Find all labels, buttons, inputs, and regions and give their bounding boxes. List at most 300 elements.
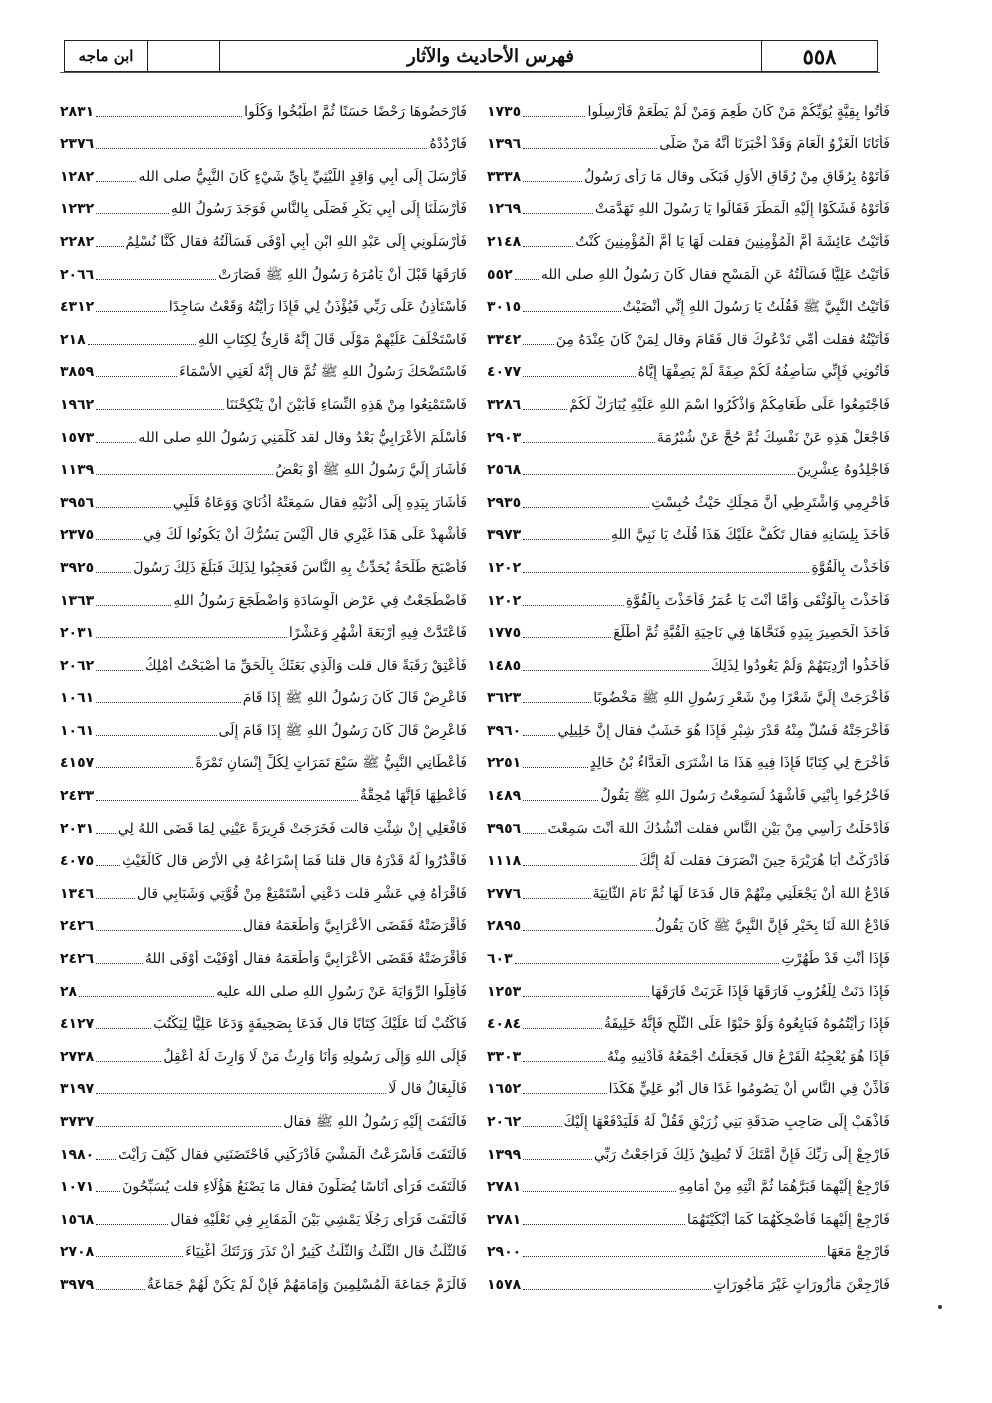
leader-dots: [96, 148, 427, 149]
hadith-text: فَأَتَانَا الْغَزْوُ الْعَامَ وَقَدْ أَخْبَرَنَا أَنَّهُ مَنْ صَلَّى: [659, 136, 890, 153]
right-column: [475, 88, 890, 1388]
leader-dots: [96, 474, 273, 475]
hadith-number: ٢٩٣٥: [487, 494, 522, 511]
index-entry: [487, 121, 890, 154]
index-entry: [60, 1001, 467, 1034]
hadith-number: ١٣٤٦: [60, 885, 95, 902]
hadith-text: فَأَصْبَحَ طَلْحَةُ يُحَدِّثُ بِهِ النَّاسَ فَعَجِبُوا لِذَلِكَ فَبَلَغَ ذَلِكَ رَسُولَ: [133, 559, 467, 576]
hadith-text: فَأَرْسَلْنَا إِلَى أَبِي بَكْرٍ فَصَلَّى بِالنَّاسِ فَوَجَدَ رَسُولُ اللهِ: [170, 201, 467, 218]
hadith-number: ٢٧٨١: [487, 1179, 522, 1196]
leader-dots: [96, 213, 169, 214]
hadith-number: ٣٩٦٠: [487, 722, 522, 739]
index-entry: [487, 805, 890, 838]
index-entry: [487, 1033, 890, 1066]
index-entry: [60, 1164, 467, 1197]
index-entry: [60, 186, 467, 219]
leader-dots: [523, 181, 582, 182]
leader-dots: [96, 735, 216, 736]
leader-dots: [96, 1289, 145, 1290]
hadith-number: ٢٣٧٦: [60, 136, 95, 153]
leader-dots: [523, 148, 657, 149]
hadith-number: ٢٠٦٢: [487, 1114, 522, 1130]
leader-dots: [523, 670, 709, 671]
hadith-text: فَأَخْرَجَتْ إِلَيَّ شَعْرًا مِنْ شَعْرِ رَسُولِ اللهِ ﷺ مَخْضُوبًا: [593, 690, 890, 707]
index-title: فهرس الأحاديث والآثار: [219, 41, 761, 71]
header-rule: [60, 72, 880, 76]
leader-dots: [96, 246, 123, 247]
hadith-text: فَأَخْرَجَتْهُ فَسُلَّ مِنْهُ قَدْرَ شِبْرٍ فَإِذَا هُوَ خَشَبٌ فقال إِنَّ خَلِيلِي: [557, 722, 890, 739]
hadith-text: فَارَقَهَا قَبْلَ أَنْ يَأْمُرَهُ رَسُولُ اللهِ ﷺ فَصَارَتْ: [218, 266, 467, 283]
hadith-text: فَالْزَمْ جَمَاعَةَ الْمُسْلِمِينَ وَإِمَامَهُمْ فَإِنْ لَمْ يَكُنْ لَهُمْ جَمَاعَةٌ: [146, 1276, 467, 1293]
leader-dots: [88, 344, 196, 345]
leader-dots: [523, 344, 554, 345]
leader-dots: [523, 409, 567, 410]
hadith-number: ١٠٧١: [60, 1179, 95, 1196]
index-entry: [487, 414, 890, 447]
leader-dots: [523, 213, 593, 214]
hadith-number: ٣٩٧٩: [60, 1276, 95, 1293]
index-entry: [487, 740, 890, 773]
hadith-number: ٢٧٨١: [487, 1211, 522, 1228]
leader-dots: [96, 605, 171, 606]
hadith-text: فَأَدْخَلْتُ رَأْسِي مِنْ بَيْنِ النَّاسِ فقلت أَنْشُدُكَ اللهَ أَنْتَ سَمِعْتَ: [547, 820, 890, 837]
hadith-number: ٢٥٦٨: [487, 462, 522, 479]
hadith-text: فَأَقْرَضَتْهُ فَقَضَى الأَعْرَابِيَّ وَأَطْعَمَهُ فقال أَوْفَيْتَ أَوْفَى اللهُ: [144, 951, 467, 968]
hadith-number: ٢٧٣٨: [60, 1048, 95, 1065]
index-entry: [60, 414, 467, 447]
hadith-text: فَأَعْطَانِي النَّبِيُّ ﷺ سَبْعَ تَمَرَاتٍ لِكُلِّ إِنْسَانٍ تَمْرَةً: [195, 755, 467, 772]
hadith-number: ١٤٨٥: [487, 657, 522, 674]
hadith-number: ١٢٠٢: [487, 559, 522, 576]
index-entry: [60, 707, 467, 740]
index-entry: [60, 903, 467, 936]
hadith-text: فَأَدْرَكْتُ أَبَا هُرَيْرَةَ حِينَ انْصَرَفَ فقلت لَهُ إِنَّكَ: [639, 853, 890, 870]
index-entry: [487, 1164, 890, 1197]
index-entry: [60, 1131, 467, 1164]
hadith-number: ٢٧٠٨: [60, 1244, 95, 1261]
leader-dots: [523, 1159, 592, 1160]
hadith-text: فَاسْتَخْلَفَ عَلَيْهِمْ مَوْلًى قَالَ إِنَّهُ قَارِئٌ لِكِتَابِ اللهِ: [198, 331, 467, 348]
hadith-text: فَإِذَا أَنْتِ قَدْ طَهُرْتِ: [781, 951, 890, 968]
leader-dots: [523, 507, 649, 508]
hadith-text: فَاعْرِضْ قَالَ كَانَ رَسُولُ اللهِ ﷺ إِذَا قَامَ إِلَى: [218, 722, 467, 739]
leader-dots: [523, 442, 655, 443]
margin-dot: [938, 1305, 942, 1309]
hadith-number: ٤٠٧٧: [487, 364, 522, 381]
hadith-number: ٢٨: [60, 983, 78, 1000]
index-entry: [487, 88, 890, 121]
index-entry: [60, 1098, 467, 1131]
leader-dots: [96, 181, 136, 182]
leader-dots: [96, 833, 116, 834]
hadith-text: فَالْتَفَتَ فَأَسْرَعْتُ الْمَشْيَ فَأَدْرَكَنِي فَاحْتَضَنَنِي فقال كَيْفَ رَأَيْتَ: [118, 1146, 467, 1163]
hadith-number: ١٥٧٨: [487, 1276, 522, 1293]
index-entry: [487, 284, 890, 317]
index-entry: [487, 707, 890, 740]
leader-dots: [523, 1224, 685, 1225]
index-entry: [60, 88, 467, 121]
hadith-number: ٣٣٠٣: [487, 1048, 522, 1065]
index-entry: [487, 251, 890, 284]
hadith-number: ٣٩٧٣: [487, 527, 522, 544]
hadith-text: فَأَسْتَأْذِنُ عَلَى رَبِّي فَيُؤْذَنُ لِي فَإِذَا رَأَيْتُهُ وَقَعْتُ سَاجِدًا: [168, 299, 467, 316]
leader-dots: [523, 1093, 606, 1094]
index-entry: [60, 316, 467, 349]
hadith-text: فَأَخَذْتَ بِالْقُوَّةِ: [811, 559, 890, 576]
index-entry: [487, 186, 890, 219]
hadith-text: فَأَشَارَ بِيَدِهِ إِلَى أُذُنَيْهِ فقال سَمِعَتْهُ أُذُنَايَ وَوَعَاهُ قَلْبِي: [172, 494, 467, 511]
leader-dots: [523, 1028, 602, 1029]
index-entry: [487, 642, 890, 675]
hadith-text: فَأَسْلَمَ الأَعْرَابِيُّ بَعْدُ وقال لقد كَلَّمَنِي رَسُولُ اللهِ صلى الله: [138, 429, 467, 446]
hadith-text: فَاضْطَجَعْتُ فِي عَرْضِ الْوِسَادَةِ وَاضْطَجَعَ رَسُولُ اللهِ: [173, 592, 467, 609]
hadith-text: فَادْعُ اللهَ لَنَا بِخَيْرٍ فَإِنَّ النَّبِيَّ ﷺ كَانَ يَقُولُ: [654, 918, 890, 935]
hadith-number: ١٩٦٢: [60, 396, 95, 413]
hadith-text: فَاقْدُرُوا لَهُ قَدْرَهُ قال قلنا فَمَا إِسْرَاعُهُ فِي الأَرْضِ قال كَالْغَيْثِ: [122, 853, 467, 870]
leader-dots: [515, 963, 780, 964]
book-name: ابن ماجه: [78, 47, 134, 65]
hadith-number: ٤١٢٧: [60, 1016, 95, 1033]
hadith-text: فَاسْتَضْحَكَ رَسُولُ اللهِ ﷺ ثُمَّ قال إِنَّهُ لَعَنِي الأَسْمَاءَ: [179, 364, 467, 381]
hadith-number: ١٢٦٩: [487, 201, 522, 218]
hadith-text: فَأَخَذْتَ بِالْوُثْقَى وَأَمَّا أَنْتَ يَا عُمَرُ فَأَخَذْتَ بِالْقُوَّةِ: [625, 592, 890, 609]
hadith-number: ٢٨٩٥: [487, 918, 522, 935]
hadith-number: ٤٣١٢: [60, 299, 95, 316]
hadith-text: فَارْدُدْهُ: [429, 136, 467, 153]
hadith-text: فَأَتَيْتُ النَّبِيَّ ﷺ فَقُلْتُ يَا رَسُولَ اللهِ إِنِّي أَنْضَيْتُ: [622, 299, 890, 316]
hadith-text: فَادْعُ اللهَ أَنْ يَجْعَلَنِي مِنْهُمْ قال فَدَعَا لَهَا ثُمَّ نَامَ الثَّانِيَةَ: [592, 885, 890, 902]
index-entry: [487, 349, 890, 382]
index-entry: [60, 479, 467, 512]
hadith-number: ٢٢٥١: [487, 755, 522, 772]
leader-dots: [523, 116, 585, 117]
index-entry: [487, 1229, 890, 1262]
hadith-number: ٣٢٨٦: [487, 396, 522, 413]
index-entry: [487, 903, 890, 936]
index-entry: [487, 968, 890, 1001]
hadith-number: ٣٩٢٥: [60, 559, 95, 576]
leader-dots: [96, 1191, 120, 1192]
hadith-text: فَارْجِعْ مَعَهَا: [826, 1244, 890, 1261]
hadith-text: فَأْتُوا بِقِيَّةٍ يُوَيِّكُمْ مَنْ كَانَ طَعِمَ وَمَنْ لَمْ يَطْعَمْ فَأَرْسِلُوا: [587, 103, 890, 120]
leader-dots: [523, 572, 809, 573]
index-entry: [487, 316, 890, 349]
index-entry: [60, 121, 467, 154]
hadith-number: ٣٣٣٨: [487, 168, 522, 185]
hadith-text: فَارْجِعْ إِلَيْهِمَا فَأَضْحِكْهُمَا كَمَا أَبْكَيْتَهُمَا: [686, 1211, 890, 1228]
leader-dots: [96, 507, 171, 508]
index-entry: [60, 381, 467, 414]
leader-dots: [96, 376, 177, 377]
hadith-number: ١٦٥٢: [487, 1081, 522, 1098]
hadith-text: فَإِذَا رَأَيْتُمُوهُ فَبَايِعُوهُ وَلَوْ حَبْوًا عَلَى الثَّلْجِ فَإِنَّهُ خَلِيفَةُ: [604, 1016, 890, 1033]
leader-dots: [96, 637, 287, 638]
hadith-number: ١٣٩٦: [487, 136, 522, 153]
hadith-text: فَاكْتُبْ لَنَا عَلَيْكَ كِتَابًا قال فَدَعَا بِصَحِيفَةٍ وَدَعَا عَلِيًّا لِيَكْتُبَ: [153, 1016, 467, 1033]
index-entry: [487, 772, 890, 805]
hadith-number: ٥٥٢: [487, 266, 513, 283]
hadith-number: ٣٧٣٧: [60, 1114, 95, 1130]
leader-dots: [96, 670, 143, 671]
leader-dots: [96, 311, 167, 312]
index-entry: [487, 1098, 890, 1131]
hadith-number: ١٩٨٠: [60, 1146, 95, 1163]
leader-dots: [523, 246, 573, 247]
index-entry: [487, 577, 890, 610]
hadith-text: فَأْتُونِي فَإِنِّي سَأَصِفُهُ لَكُمْ صِفَةً لَمْ يَصِفْهَا إِيَّاهُ: [637, 364, 890, 381]
hadith-number: ١٣٩٩: [487, 1146, 522, 1163]
index-entry: [487, 512, 890, 545]
hadith-text: فَاجْلِدُوهُ عِشْرِينَ: [796, 462, 890, 479]
leader-dots: [79, 996, 214, 997]
hadith-text: فَأَرْسَلُونِي إِلَى عَبْدِ اللهِ ابْنِ أَبِي أَوْفَى فَسَأَلْتُهُ فقال كُنَّا نُسْلِمُ: [125, 233, 467, 250]
hadith-number: ١٣٦٣: [60, 592, 95, 609]
hadith-text: فَأَرْسَلَ إِلَى أَبِي وَاقِدٍ اللَّيْثِيِّ بِأَيِّ شَيْءٍ كَانَ النَّبِيُّ صلى الله: [138, 168, 467, 185]
hadith-number: ١١٣٩: [60, 462, 95, 479]
hadith-text: فَارْحَضُوهَا رَحْضًا حَسَنًا ثُمَّ اطْبُخُوا وَكُلُوا: [244, 103, 467, 120]
hadith-number: ٤١٥٧: [60, 755, 95, 772]
leader-dots: [96, 1126, 281, 1127]
index-entry: [60, 870, 467, 903]
index-columns: [60, 88, 890, 1388]
index-entry: [60, 512, 467, 545]
hadith-text: فَاسْتَمْتِعُوا مِنْ هَذِهِ النِّسَاءِ فَأَبَيْنَ أَنْ يَنْكِحْنَنَا: [225, 396, 467, 413]
hadith-number: ٦٠٣: [487, 951, 513, 968]
hadith-text: فَاخْرُجُوا بِأَبْنِي فَأَشْهَدُ لَسَمِعْتُ رَسُولَ اللهِ ﷺ يَقُولُ: [600, 788, 890, 805]
leader-dots: [523, 376, 635, 377]
hadith-number: ٢٤٣٣: [60, 788, 95, 805]
leader-dots: [96, 442, 136, 443]
leader-dots: [523, 930, 653, 931]
hadith-number: ٢١٨: [60, 331, 86, 348]
index-entry: [487, 544, 890, 577]
leader-dots: [523, 605, 624, 606]
hadith-number: ٢٠٣١: [60, 820, 95, 837]
hadith-text: فَالْتَفَتَ فَرَأَى أُنَاسًا يُصَلُّونَ فقال مَا يَصْنَعُ هَؤُلَاءِ قلت يُسَبِّحُونَ: [122, 1179, 467, 1196]
hadith-text: فَأَخَذَ الْحَصِيرَ بِيَدِهِ فَنَحَّاهَا فِي نَاحِيَةِ الْقُبَّةِ ثُمَّ أَطْلَعَ: [613, 625, 890, 642]
index-entry: [60, 740, 467, 773]
hadith-text: فَاجْتَمِعُوا عَلَى طَعَامِكُمْ وَاذْكُرُوا اسْمَ اللهِ عَلَيْهِ يُبَارَكْ لَكُمْ: [569, 396, 890, 413]
leader-dots: [96, 539, 141, 540]
leader-dots: [523, 735, 555, 736]
hadith-number: ٣٦٢٣: [487, 690, 522, 707]
page-header: [64, 40, 878, 72]
hadith-number: ١٢٥٣: [487, 983, 522, 1000]
index-entry: [60, 1196, 467, 1229]
leader-dots: [523, 1126, 561, 1127]
leader-dots: [96, 767, 193, 768]
index-entry: [60, 968, 467, 1001]
hadith-number: ١٧٧٥: [487, 625, 522, 642]
leader-dots: [96, 800, 358, 801]
header-empty-cell: [147, 41, 219, 71]
index-entry: [487, 610, 890, 643]
hadith-text: فَأَقْرَضَتْهُ فَقَضَى الأَعْرَابِيَّ وَأَطْعَمَهُ فقال: [242, 918, 467, 935]
hadith-text: فَإِلَى اللهِ وَإِلَى رَسُولِهِ وَأَنَا وَارِثُ مَنْ لَا وَارِثَ لَهُ أَعْقِلُ: [163, 1048, 467, 1065]
hadith-number: ١٥٧٣: [60, 429, 95, 446]
hadith-text: فَأَخَذُوا أَرْدِيَتَهُمْ وَلَمْ يَعُودُوا لِذَلِكَ: [711, 657, 890, 674]
index-entry: [60, 1229, 467, 1262]
hadith-text: فَأَتَيْتُ عَلِيًّا فَسَأَلْتُهُ عَنِ الْمَسْحِ فقال كَانَ رَسُولُ اللهِ صلى الله: [540, 266, 890, 283]
index-entry: [60, 1066, 467, 1099]
index-entry: [60, 805, 467, 838]
index-entry: [487, 1131, 890, 1164]
hadith-number: ٢٤٢٦: [60, 951, 95, 968]
hadith-text: فَأَقِلُّوا الرِّوَايَةَ عَنْ رَسُولِ اللهِ صلى الله عليه: [216, 983, 467, 1000]
leader-dots: [523, 767, 587, 768]
hadith-number: ١٤٨٩: [487, 788, 522, 805]
leader-dots: [96, 409, 224, 410]
hadith-text: فَاقْرَأْهُ فِي عَشْرٍ قلت دَعْنِي أَسْتَمْتِعْ مِنْ قُوَّتِي وَشَبَابِي قال: [136, 885, 467, 902]
hadith-number: ٣٠١٥: [487, 299, 522, 316]
index-entry: [60, 610, 467, 643]
hadith-number: ٣٨٥٩: [60, 364, 95, 381]
hadith-number: ٢٣٧٥: [60, 527, 95, 544]
leader-dots: [96, 1028, 151, 1029]
index-entry: [60, 544, 467, 577]
index-entry: [487, 1261, 890, 1294]
hadith-text: فَارْجِعْنَ مَأْزُورَاتٍ غَيْرَ مَأْجُورَاتٍ: [712, 1276, 890, 1293]
leader-dots: [96, 116, 242, 117]
hadith-text: فَأَتَوْهُ بِرُقَاقٍ مِنْ رُقَاقِ الأُوَلِ فَبَكَى وقال مَا رَأَى رَسُولُ: [584, 168, 890, 185]
hadith-text: فَافْعَلِي إِنْ شِئْتِ قالت فَخَرَجَتْ قَرِيرَةً عَيْنِي لِمَا قَضَى اللهُ لِي: [117, 820, 467, 837]
hadith-text: فَاعْرِضْ قَالَ كَانَ رَسُولُ اللهِ ﷺ إِذَا قَامَ: [242, 690, 467, 707]
hadith-number: ٢٨٣١: [60, 103, 95, 120]
leader-dots: [523, 865, 637, 866]
leader-dots: [96, 1256, 183, 1257]
hadith-text: فَإِذَا دَنَتْ لِلْغُرُوبِ فَارَقَهَا فَإِذَا غَرَبَتْ فَارَقَهَا: [650, 983, 890, 1000]
hadith-text: فَأَعْطِهَا فَإِنَّهَا مُحِقَّةٌ: [359, 788, 467, 805]
index-entry: [487, 870, 890, 903]
hadith-text: فَأَتَيْتُ عَائِشَةَ أُمَّ الْمُؤْمِنِينَ فقلت لَهَا يَا أُمَّ الْمُؤْمِنِينَ كُنْتُ: [575, 233, 890, 250]
leader-dots: [96, 702, 241, 703]
hadith-number: ١٠٦١: [60, 722, 95, 739]
hadith-number: ٣٩٥٦: [60, 494, 95, 511]
hadith-text: فَاذْهَبْ إِلَى صَاحِبِ صَدَقَةِ بَنِي زُرَيْقٍ فَقُلْ لَهُ فَلْيَدْفَعْهَا إِلَيْكَ: [563, 1114, 890, 1130]
index-entry: [60, 577, 467, 610]
index-entry: [487, 675, 890, 708]
hadith-text: فَاعْتَدَّتْ فِيهِ أَرْبَعَةَ أَشْهُرٍ وَعَشْرًا: [288, 625, 467, 642]
hadith-number: ١٠٦١: [60, 690, 95, 707]
hadith-number: ٢٠٦٢: [60, 657, 95, 674]
index-entry: [60, 284, 467, 317]
leader-dots: [96, 572, 131, 573]
index-entry: [60, 251, 467, 284]
leader-dots: [96, 865, 120, 866]
hadith-number: ٣١٩٧: [60, 1081, 95, 1098]
index-entry: [60, 935, 467, 968]
hadith-text: فَارْجِعْ إِلَيْهِمَا فَبَرَّهُمَا ثُمَّ ائْتِهِ مِنْ أَمَامِهِ: [678, 1179, 890, 1196]
hadith-text: فَأَحْرِمِي وَاشْتَرِطِي أَنَّ مَحِلِّكِ حَيْثُ حُبِسْتِ: [651, 494, 890, 511]
index-entry: [487, 381, 890, 414]
hadith-text: فَأَذِّنْ فِي النَّاسِ أَنْ يَصُومُوا غَدًا قال أَبُو عَلِيٍّ هَكَذَا: [608, 1081, 890, 1098]
hadith-text: فَأَخْرَجَ لِي كِتَابًا فَإِذَا فِيهِ هَذَا مَا اشْتَرَى الْعَدَّاءُ بْنُ خَالِدٍ: [589, 755, 890, 772]
hadith-number: ٣٣٤٢: [487, 331, 522, 348]
leader-dots: [523, 800, 598, 801]
leader-dots: [96, 963, 143, 964]
hadith-number: ٢٩٠٠: [487, 1244, 522, 1261]
index-entry: [487, 838, 890, 871]
leader-dots: [523, 833, 545, 834]
hadith-number: ٢٧٧٦: [487, 885, 522, 902]
hadith-text: فَإِذَا هُوَ يُعْجِبُهُ الْقَرْعُ قال فَجَعَلْتُ أَجْمَعُهُ فَأُدْنِيهِ مِنْهُ: [607, 1048, 890, 1065]
hadith-number: ٢٠٦٦: [60, 266, 95, 283]
hadith-number: ٣٩٥٦: [487, 820, 522, 837]
hadith-number: ١٢٨٢: [60, 168, 95, 185]
hadith-text: فَأَشْهِدْ عَلَى هَذَا غَيْرِي قال أَلَيْسَ يَسُرُّكَ أَنْ يَكُونُوا لَكَ فِي: [143, 527, 467, 544]
leader-dots: [523, 637, 611, 638]
leader-dots: [96, 930, 241, 931]
leader-dots: [96, 1224, 168, 1225]
index-entry: [487, 935, 890, 968]
hadith-text: فَأَخَذَ بِلِسَانِهِ فقال تَكُفُّ عَلَيْكَ هَذَا قُلْتُ يَا نَبِيَّ اللهِ: [611, 527, 890, 544]
hadith-number: ١٢٠٢: [487, 592, 522, 609]
index-entry: [487, 1001, 890, 1034]
index-entry: [60, 218, 467, 251]
hadith-number: ١٢٣٢: [60, 201, 95, 218]
index-entry: [60, 772, 467, 805]
leader-dots: [96, 279, 216, 280]
hadith-text: فَالْتَفَتَ فَرَأَى رَجُلًا يَمْشِي بَيْنَ الْمَقَابِرِ فِي نَعْلَيْهِ فقال: [170, 1211, 467, 1228]
left-column: [60, 88, 475, 1388]
index-entry: [487, 218, 890, 251]
index-entry: [60, 153, 467, 186]
index-entry: [60, 349, 467, 382]
leader-dots: [523, 996, 649, 997]
index-entry: [487, 1066, 890, 1099]
index-entry: [487, 479, 890, 512]
hadith-number: ١٧٣٥: [487, 103, 522, 120]
hadith-number: ١١١٨: [487, 853, 522, 870]
hadith-number: ٢٩٠٣: [487, 429, 522, 446]
hadith-number: ٢٤٢٦: [60, 918, 95, 935]
index-entry: [487, 153, 890, 186]
hadith-text: فَالثُّلُثُ قال الثُّلُثُ وَالثُّلُثُ كَثِيرٌ أَنْ تَذَرَ وَرَثَتَكَ أَغْنِيَاءَ: [185, 1244, 467, 1261]
leader-dots: [523, 311, 620, 312]
hadith-text: فَالْتَفَتَ إِلَيْهِ رَسُولُ اللهِ ﷺ فقال: [283, 1114, 467, 1130]
index-entry: [487, 1196, 890, 1229]
hadith-text: فَأَشَارَ إِلَيَّ رَسُولُ اللهِ ﷺ أَوْ بَعْضُ: [275, 462, 467, 479]
hadith-text: فَالْبِغَالُ قال لَا: [388, 1081, 467, 1098]
index-entry: [60, 838, 467, 871]
leader-dots: [523, 474, 795, 475]
index-entry: [60, 1033, 467, 1066]
index-entry: [60, 675, 467, 708]
leader-dots: [523, 1289, 711, 1290]
leader-dots: [96, 1093, 386, 1094]
leader-dots: [96, 1061, 161, 1062]
leader-dots: [523, 898, 590, 899]
hadith-text: فَارْجِعْ إِلَى رَبِّكَ فَإِنَّ أُمَّتَكَ لَا تُطِيقُ ذَلِكَ فَرَاجَعْتُ رَبِّي: [593, 1146, 890, 1163]
leader-dots: [515, 279, 539, 280]
hadith-number: ١٥٦٨: [60, 1211, 95, 1228]
hadith-number: ٢١٤٨: [487, 233, 522, 250]
leader-dots: [523, 1191, 676, 1192]
index-entry: [60, 1261, 467, 1294]
hadith-text: فَأَتَيْتُهُ فقلت أُمِّي تَدْعُوكَ قال فَقَامَ وقال لِمَنْ كَانَ عِنْدَهُ مِنَ: [555, 331, 890, 348]
leader-dots: [523, 539, 609, 540]
index-entry: [487, 447, 890, 480]
leader-dots: [523, 702, 591, 703]
hadith-text: فَأَعْتِقْ رَقَبَةً قال قلت وَالَّذِي بَعَثَكَ بِالْحَقِّ مَا أَصْبَحْتُ أَمْلِكُ: [144, 657, 467, 674]
index-entry: [60, 447, 467, 480]
hadith-number: ٢٢٨٢: [60, 233, 95, 250]
hadith-text: فَأَتَوْهُ فَشَكَوْا إِلَيْهِ الْمَطَرَ فَقَالُوا يَا رَسُولَ اللهِ تَهَدَّمَتْ: [594, 201, 890, 218]
hadith-number: ٢٠٣١: [60, 625, 95, 642]
hadith-number: ٤٠٨٤: [487, 1016, 522, 1033]
page-number: ٥٥٨: [761, 41, 877, 71]
hadith-text: فَاجْعَلْ هَذِهِ عَنْ نَفْسِكَ ثُمَّ حُجَّ عَنْ شُبْرُمَةَ: [656, 429, 890, 446]
